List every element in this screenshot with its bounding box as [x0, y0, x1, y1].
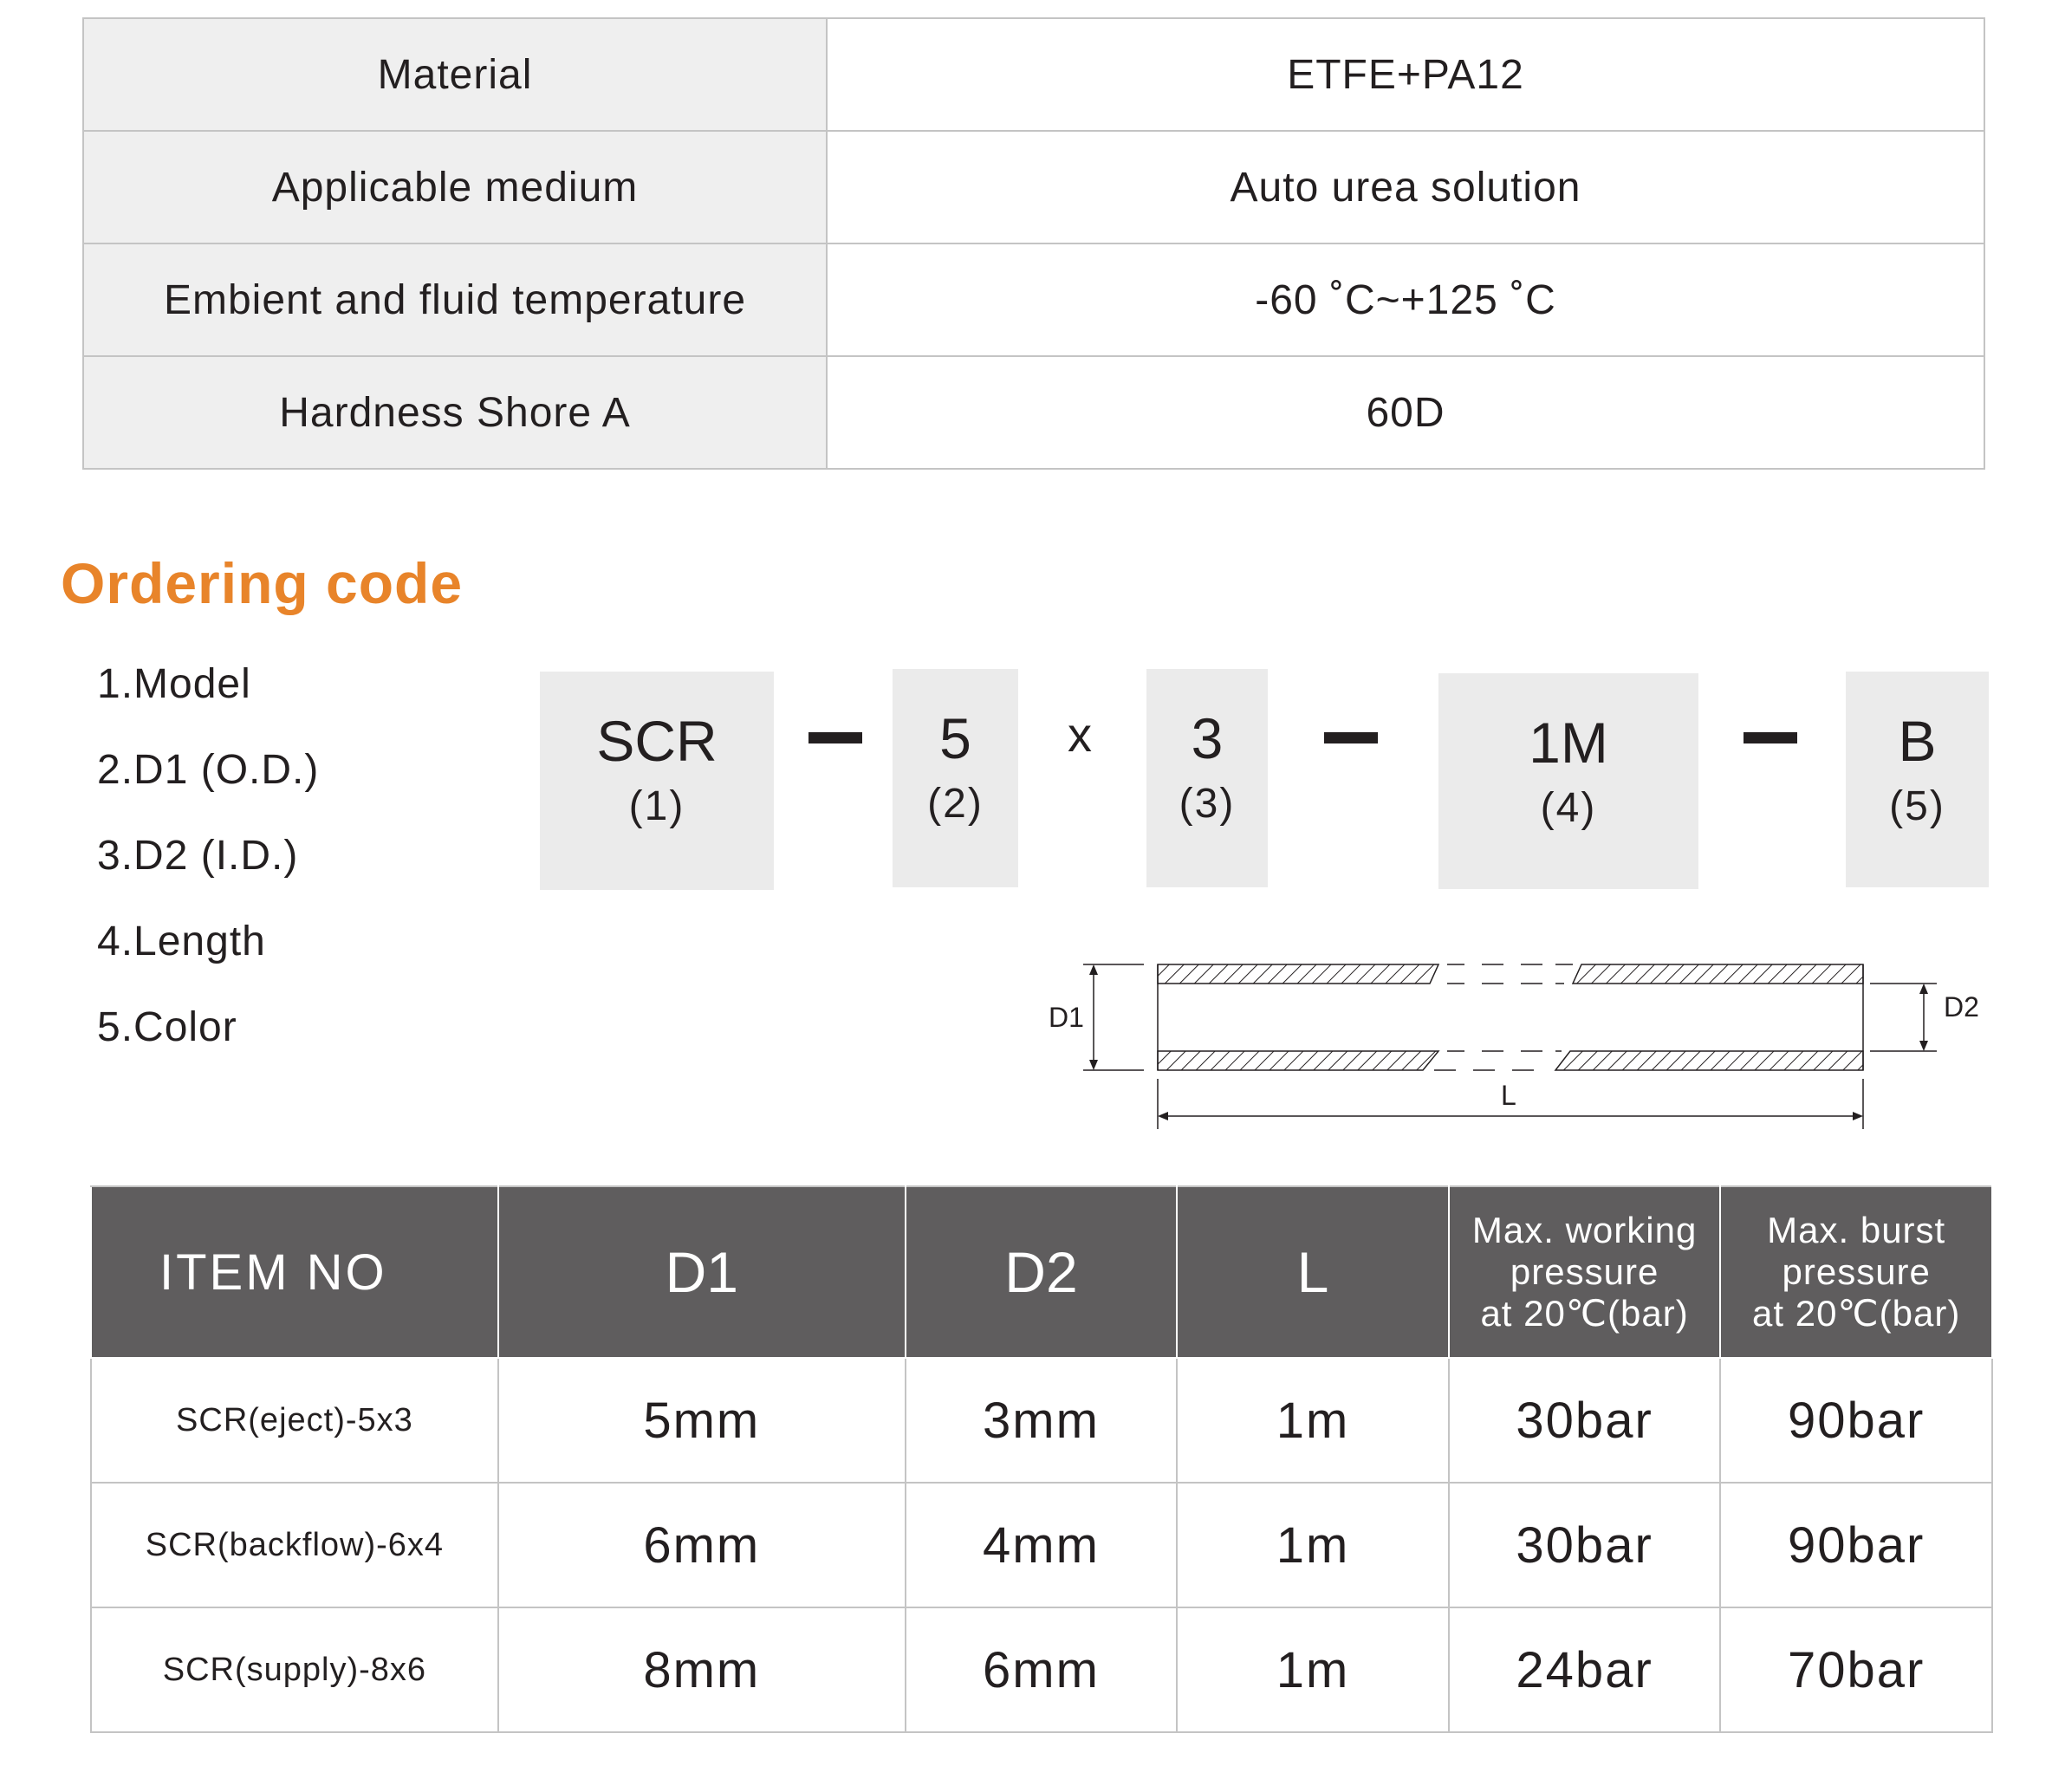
code-value: 1M — [1529, 711, 1608, 775]
cell-d2: 6mm — [906, 1607, 1178, 1732]
table-row — [91, 1358, 1992, 1483]
l-label: L — [1501, 1080, 1516, 1111]
cell-working-pressure: 24bar — [1449, 1607, 1721, 1732]
header-text-line: at 20℃(bar) — [1480, 1293, 1689, 1334]
code-value: SCR — [596, 709, 718, 773]
code-box-length — [1438, 673, 1698, 889]
code-dash — [1744, 732, 1797, 743]
spec-value: ETFE+PA12 — [827, 18, 1984, 131]
legend-item: 2.D1 (O.D.) — [97, 747, 320, 793]
cell-burst-pressure: 90bar — [1720, 1483, 1992, 1607]
spec-label: Embient and fluid temperature — [83, 243, 827, 356]
ordering-heading: Ordering code — [61, 551, 464, 615]
tube-wall-top-right — [1573, 964, 1863, 984]
cell-l: 1m — [1177, 1607, 1449, 1732]
table-row — [91, 1483, 1992, 1607]
l-arrow-left — [1158, 1112, 1168, 1120]
d1-label: D1 — [1049, 1002, 1084, 1033]
d2-arrow-bottom — [1919, 1041, 1928, 1051]
cell-burst-pressure: 90bar — [1720, 1358, 1992, 1483]
spec-label: Hardness Shore A — [83, 356, 827, 469]
spec-value: 60D — [827, 356, 1984, 469]
legend-list — [97, 654, 319, 1083]
header-text-line: at 20℃(bar) — [1752, 1293, 1961, 1334]
d1-arrow-top — [1089, 964, 1098, 975]
tube-wall-top-left — [1158, 964, 1438, 984]
code-value: B — [1898, 709, 1937, 773]
code-box-d2 — [1146, 669, 1268, 887]
spec-value: -60 ˚C~+125 ˚C — [827, 243, 1984, 356]
l-arrow-right — [1853, 1112, 1863, 1120]
tube-wall-bottom-right — [1555, 1051, 1863, 1070]
cell-d1: 5mm — [498, 1358, 906, 1483]
tube-wall-bottom-left — [1158, 1051, 1438, 1070]
spec-row — [83, 356, 1984, 469]
cell-item-no: SCR(backflow)-6x4 — [91, 1483, 498, 1607]
cell-item-no: SCR(supply)-8x6 — [91, 1607, 498, 1732]
cell-working-pressure: 30bar — [1449, 1358, 1721, 1483]
header-text-line: Max. working — [1471, 1210, 1698, 1250]
code-separator-x: x — [1068, 707, 1092, 762]
code-box-color — [1846, 672, 1989, 887]
tube-diagram — [1023, 949, 2002, 1144]
cell-l: 1m — [1177, 1483, 1449, 1607]
table-row — [91, 1607, 1992, 1732]
code-box-model — [540, 672, 774, 890]
data-table — [90, 1185, 1993, 1733]
header-d1: D1 — [498, 1186, 906, 1358]
legend-item: 5.Color — [97, 1004, 237, 1050]
code-box-d1 — [893, 669, 1018, 887]
code-dash — [1324, 732, 1378, 743]
cell-d1: 6mm — [498, 1483, 906, 1607]
header-text-line: Max. burst — [1767, 1210, 1946, 1250]
legend-item: 4.Length — [97, 919, 266, 964]
cell-working-pressure: 30bar — [1449, 1483, 1721, 1607]
header-working-pressure — [1449, 1186, 1721, 1358]
cell-d2: 4mm — [906, 1483, 1178, 1607]
cell-l: 1m — [1177, 1358, 1449, 1483]
legend-item: 3.D2 (I.D.) — [97, 833, 299, 879]
cell-d1: 8mm — [498, 1607, 906, 1732]
spec-label: Material — [83, 18, 827, 131]
d2-arrow-top — [1919, 984, 1928, 994]
code-dash — [808, 732, 862, 743]
d2-label: D2 — [1944, 991, 1979, 1023]
header-d2: D2 — [906, 1186, 1178, 1358]
cell-burst-pressure: 70bar — [1720, 1607, 1992, 1732]
header-item-no: ITEM NO — [91, 1186, 498, 1358]
cell-item-no: SCR(eject)-5x3 — [91, 1358, 498, 1483]
code-index: (5) — [1889, 783, 1945, 829]
code-index: (2) — [927, 781, 984, 827]
code-value: 5 — [939, 706, 971, 770]
code-index: (4) — [1540, 785, 1597, 831]
spec-value: Auto urea solution — [827, 131, 1984, 243]
cell-d2: 3mm — [906, 1358, 1178, 1483]
header-burst-pressure — [1720, 1186, 1992, 1358]
header-text-line: pressure — [1510, 1251, 1659, 1292]
tube-break-dashes — [1434, 964, 1573, 1070]
header-text-line: pressure — [1782, 1251, 1931, 1292]
code-value: 3 — [1191, 706, 1224, 770]
spec-label: Applicable medium — [83, 131, 827, 243]
spec-table — [82, 17, 1985, 470]
d1-arrow-bottom — [1089, 1060, 1098, 1070]
spec-row — [83, 18, 1984, 131]
code-index: (3) — [1179, 781, 1236, 827]
header-l: L — [1177, 1186, 1449, 1358]
table-header-row — [91, 1186, 1992, 1358]
legend-item: 1.Model — [97, 661, 251, 707]
code-index: (1) — [628, 783, 685, 829]
spec-row — [83, 131, 1984, 243]
spec-row — [83, 243, 1984, 356]
